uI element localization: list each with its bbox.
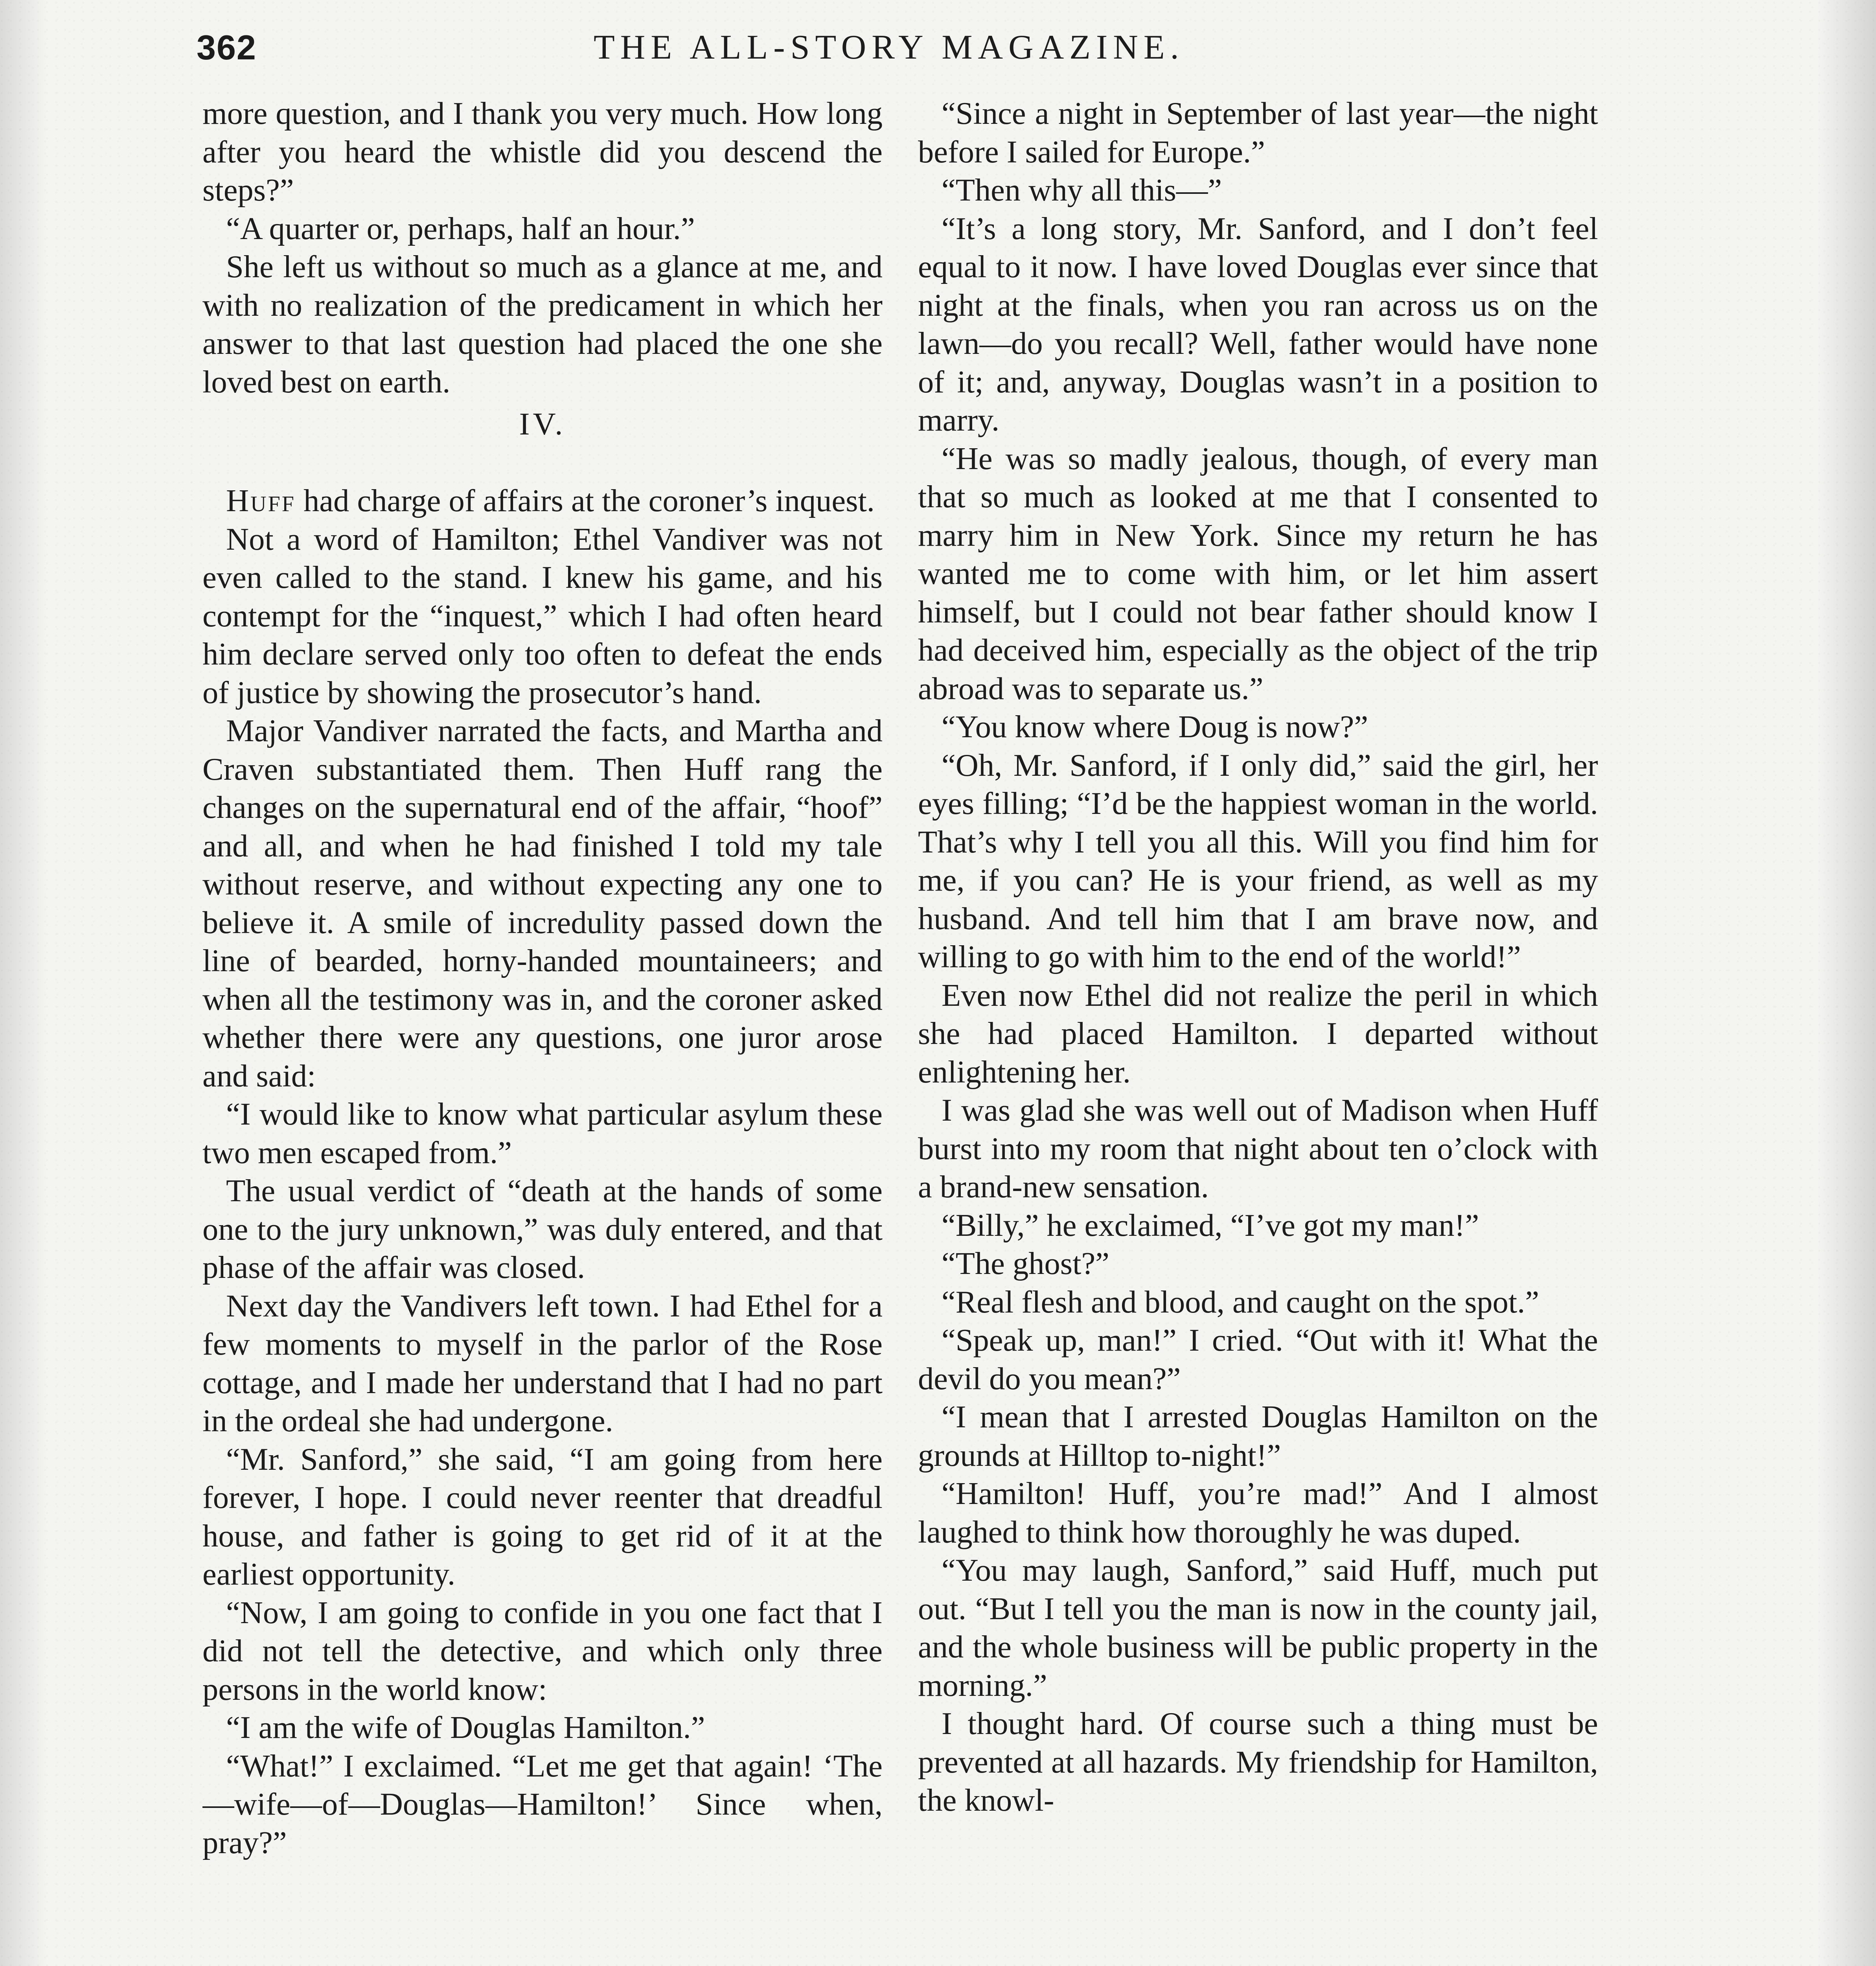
paragraph: Next day the Vandivers left town. I had Ethel for a few moments to myself in the parlor of the Rose cottage, and I made her understand that I had no part in the ordeal she had undergone. xyxy=(202,1288,883,1438)
section-heading: IV. xyxy=(519,407,566,442)
paragraph: more question, and I thank you very much. How long after you heard the whistle did you descend the steps?” xyxy=(202,96,883,208)
paragraph: “Hamilton! Huff, you’re mad!” And I almost laughed to think how thoroughly he was duped. xyxy=(918,1476,1598,1550)
paragraph: “The ghost?” xyxy=(942,1246,1109,1281)
paragraph: “He was so madly jealous, though, of every man that so much as looked at me that I consented to marry him in New York. Since my return he has wanted me to come with him, or let him assert himself, but I could not bear father should know I had deceived him, especially as the object of the trip abroad was to separate us.” xyxy=(918,441,1598,706)
page-number: 362 xyxy=(197,28,257,67)
paragraph: “I would like to know what particular asylum these two men escaped from.” xyxy=(202,1097,883,1170)
paragraph: Major Vandiver narrated the facts, and Martha and Craven substantiated them. Then Huff rang the changes on the supernatural end of the affair, “hoof” and all, and when he had finished I told my tale without reserve, and without expecting any one to believe it. A smile of incredulity passed down the line of bearded, horny-handed mountaineers; and when all the testimony was in, and the coroner asked whether there were any questions, one juror arose and said: xyxy=(202,713,883,1093)
scan-edge-right xyxy=(1817,0,1876,1966)
paragraph: “Real flesh and blood, and caught on the spot.” xyxy=(942,1284,1539,1320)
paragraph: I thought hard. Of course such a thing must be prevented at all hazards. My friendship for Hamilton, the knowl- xyxy=(918,1706,1598,1818)
paragraph: “Billy,” he exclaimed, “I’ve got my man!” xyxy=(942,1208,1479,1243)
running-head: THE ALL-STORY MAGAZINE. xyxy=(594,28,1184,66)
paragraph: “Speak up, man!” I cried. “Out with it! What the devil do you mean?” xyxy=(918,1323,1598,1396)
paragraph: Not a word of Hamilton; Ethel Vandiver was not even called to the stand. I knew his game, and his contempt for the “inquest,” which I had often heard him declare served only too often to defeat the ends of justice by showing the prosecutor’s hand. xyxy=(202,521,883,710)
paragraph xyxy=(202,482,883,520)
right-column xyxy=(918,94,1598,1966)
paragraph: “Since a night in September of last year—the night before I sailed for Europe.” xyxy=(918,96,1598,169)
left-column xyxy=(202,94,883,1966)
paragraph: “A quarter or, perhaps, half an hour.” xyxy=(226,211,695,246)
paragraph: The usual verdict of “death at the hands of some one to the jury unknown,” was duly entered, and that phase of the affair was closed. xyxy=(202,1173,883,1285)
paragraph: “You know where Doug is now?” xyxy=(942,709,1368,744)
scan-edge-left xyxy=(0,0,47,1966)
paragraph: “Mr. Sanford,” she said, “I am going from here forever, I hope. I could never reenter that dreadful house, and father is going to get rid of it at the earliest opportunity. xyxy=(202,1441,883,1592)
paragraph: She left us without so much as a glance at me, and with no realization of the predicament in which her answer to that last question had placed the one she loved best on earth. xyxy=(202,249,883,399)
paragraph: “I am the wife of Douglas Hamilton.” xyxy=(226,1710,705,1745)
page-header xyxy=(197,24,1612,79)
paragraph: “You may laugh, Sanford,” said Huff, much put out. “But I tell you the man is now in the county jail, and the whole business will be public property in the morning.” xyxy=(918,1553,1598,1703)
paragraph-text: had charge of affairs at the coroner’s inquest. xyxy=(295,483,875,518)
paragraph: “Oh, Mr. Sanford, if I only did,” said the girl, her eyes filling; “I’d be the happiest woman in the world. That’s why I tell you all this. Will you find him for me, if you can? He is your friend, as well as my husband. And tell him that I am brave now, and willing to go with him to the end of the world!” xyxy=(918,747,1598,974)
paragraph: Even now Ethel did not realize the peril in which she had placed Hamilton. I departed without enlightening her. xyxy=(918,977,1598,1090)
paragraph: I was glad she was well out of Madison when Huff burst into my room that night about ten o’clock with a brand-new sensation. xyxy=(918,1093,1598,1204)
paragraph: “What!” I exclaimed. “Let me get that again! ‘The—wife—of—Douglas—Hamilton!’ Since when, pray?” xyxy=(202,1748,883,1860)
paragraph: “Now, I am going to confide in you one fact that I did not tell the detective, and which only three persons in the world know: xyxy=(202,1595,883,1707)
paragraph: “I mean that I arrested Douglas Hamilton on the grounds at Hilltop to-night!” xyxy=(918,1399,1598,1473)
paragraph: “It’s a long story, Mr. Sanford, and I don’t feel equal to it now. I have loved Douglas ever since that night at the finals, when you ran across us on the lawn—do you recall? Well, father would have none of it; and, anyway, Douglas wasn’t in a position to marry. xyxy=(918,211,1598,438)
paragraph-lead-word: Huff xyxy=(226,483,296,518)
paragraph: “Then why all this—” xyxy=(942,173,1222,208)
